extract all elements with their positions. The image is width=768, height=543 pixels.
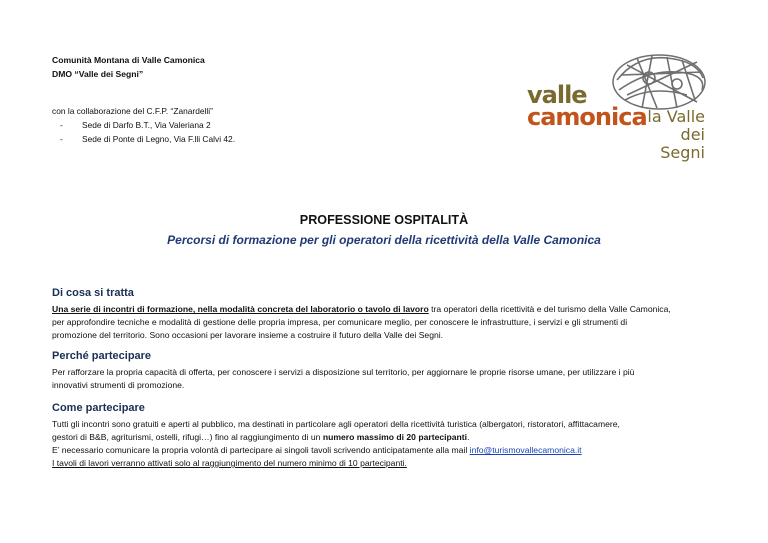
- collab-list: [52, 118, 235, 146]
- paragraph-line: Per rafforzare la propria capacità di offerta, per conoscere i servizi a disposizione sul territorio, per aggiornare le proprie risorse umane, per utilizzare i più: [52, 367, 635, 377]
- paragraph-line: gestori di B&B, agriturismi, ostelli, rifugi…) fino al raggiungimento di un numero massimo di 20 partecipanti.: [52, 432, 470, 442]
- highlighted-text: Una serie di incontri di formazione, nella modalità concreta del laboratorio o tavolo di lavoro: [52, 304, 429, 314]
- paragraph-line: per approfondire tecniche e modalità di gestione delle propria impresa, per comunicare meglio, per conoscere le infrastrutture, i servizi e gli strumenti di: [52, 317, 628, 327]
- paragraph-line: I tavoli di lavori verranno attivati solo al raggiungimento del numero minimo di 10 partecipanti.: [52, 458, 407, 468]
- logo-tagline-2: dei Segni: [660, 125, 705, 162]
- logo-tagline-1: la Valle: [647, 107, 705, 126]
- logo-wordmark: [527, 81, 647, 131]
- paragraph-line: Una serie di incontri di formazione, nella modalità concreta del laboratorio o tavolo di lavoro tra operatori della ricettività e del turismo della Valle Camonica,: [52, 304, 671, 314]
- page-title: PROFESSIONE OSPITALITÀ: [299, 213, 469, 227]
- collab-intro: con la collaborazione del C.F.P. “Zanardelli”: [52, 106, 213, 116]
- org-line-1: Comunità Montana di Valle Camonica: [52, 55, 205, 65]
- section-heading-perche: Perché partecipare: [52, 350, 152, 362]
- section-heading-come: Come partecipare: [52, 402, 145, 414]
- paragraph-line: promozione del territorio. Sono occasioni per lavorare insieme a costruire il futuro della Valle dei Segni.: [52, 330, 444, 340]
- max-participants-text: numero massimo di 20 partecipanti: [322, 432, 468, 442]
- paragraph-line: Tutti gli incontri sono gratuiti e aperti al pubblico, ma destinati in particolare agli operatori della ricettività turistica (albergatori, ristoratori, affittacamere,: [52, 419, 620, 429]
- section-body-come: [52, 418, 732, 470]
- collab-item: - Sede di Ponte di Legno, Via F.lli Calvi 42.: [52, 132, 235, 146]
- org-line-2: DMO “Valle dei Segni”: [52, 69, 144, 79]
- logo-word-valle: valle: [527, 81, 587, 109]
- valle-camonica-logo: [527, 50, 707, 162]
- section-body-cosa: [52, 303, 732, 342]
- section-heading-cosa: Di cosa si tratta: [52, 287, 134, 299]
- logo-tagline: [639, 108, 705, 162]
- paragraph-line: E’ necessario comunicare la propria volontà di partecipare ai singoli tavoli scrivendo anticipatamente alla mail info@turismovallecamonica.it: [52, 445, 582, 455]
- logo-word-camonica: camonica: [527, 103, 647, 131]
- email-link[interactable]: info@turismovallecamonica.it: [469, 445, 582, 455]
- collaboration-block: [52, 104, 235, 146]
- section-body-perche: [52, 366, 732, 392]
- organization-header: [52, 53, 205, 81]
- paragraph-line: innovativi strumenti di promozione.: [52, 380, 185, 390]
- page-subtitle: Percorsi di formazione per gli operatori della ricettività della Valle Camonica: [167, 233, 601, 247]
- collab-item: - Sede di Darfo B.T., Via Valeriana 2: [52, 118, 235, 132]
